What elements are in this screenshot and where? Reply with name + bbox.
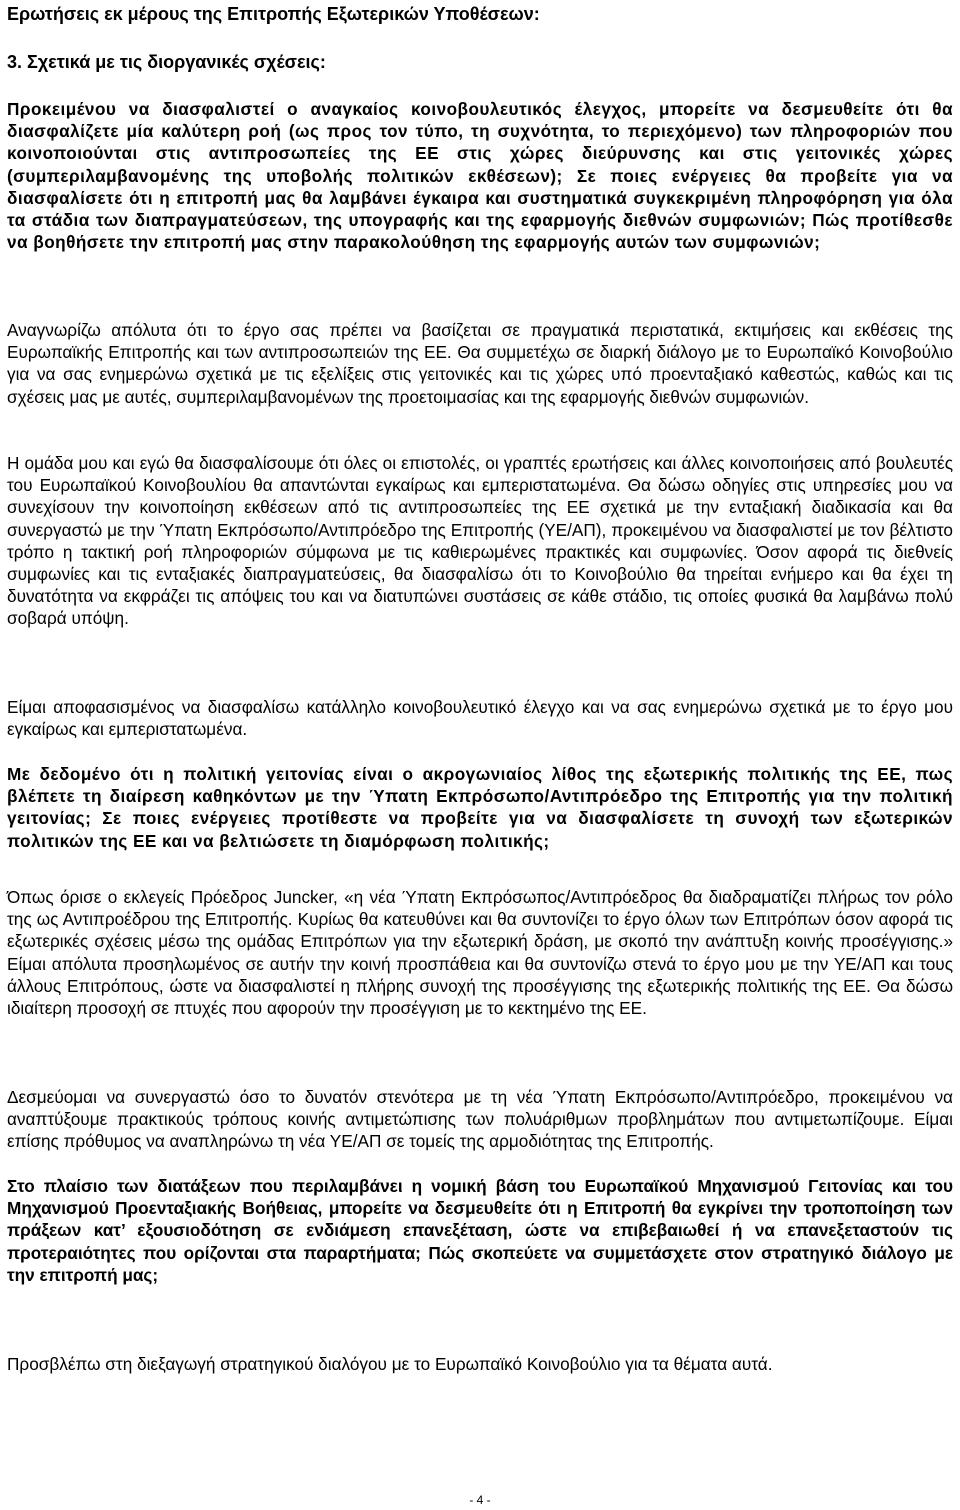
- question-heading: 3. Σχετικά με τις διοργανικές σχέσεις:: [7, 52, 326, 72]
- page-number: - 4 -: [469, 1493, 491, 1507]
- answer-paragraph-1: Αναγνωρίζω απόλυτα ότι το έργο σας πρέπει να βασίζεται σε πραγματικά περιστατικά, εκτιμήσεις και εκθέσεις της Ευρωπαϊκής Επιτροπής και των αντιπροσωπειών της ΕΕ. Θα συμμετέχω σε διαρκή διάλογο με το Ευρωπαϊκό Κοινοβούλιο για να σας ενημερώνω σχετικά με τις εξελίξεις στις γειτονικές και τις χώρες υπό προενταξιακό καθεστώς, καθώς και τις σχέσεις μας με αυτές, συμπεριλαμβανομένων της προετοιμασίας και της εφαρμογής διεθνών συμφωνιών.: [7, 320, 953, 407]
- section-title: Ερωτήσεις εκ μέρους της Επιτροπής Εξωτερικών Υποθέσεων:: [7, 4, 540, 24]
- answer-paragraph-2: Η ομάδα μου και εγώ θα διασφαλίσουμε ότι όλες οι επιστολές, οι γραπτές ερωτήσεις και άλλες κοινοποιήσεις από βουλευτές του Ευρωπαϊκού Κοινοβουλίου θα απαντώνται εγκαίρως και εμπεριστατωμένα. Θα δώσω οδηγίες στις υπηρεσίες μου να συνεχίσουν την κοινοποίηση εκθέσεων από τις αντιπροσωπείες της ΕΕ σχετικά με την ενταξιακή διαδικασία και θα συνεργαστώ με την Ύπατη Εκπρόσωπο/Αντιπρόεδρο της Επιτροπής (ΥΕ/ΑΠ), προκειμένου να διασφαλιστεί με τον βέλτιστο τρόπο η τακτική ροή πληροφοριών σύμφωνα με τις καθιερωμένες πρακτικές και συμφωνίες. Όσον αφορά τις διεθνείς συμφωνίες και τις ενταξιακές διαπραγματεύσεις, θα διασφαλίσω ότι το Κοινοβούλιο θα τηρείται ενήμερο και θα έχει τη δυνατότητα να εκφράζει τις απόψεις του και να διατυπώνει συστάσεις σε κάθε στάδιο, τις οποίες φυσικά θα λαμβάνω πολύ σοβαρά υπόψη.: [7, 453, 953, 629]
- answer-paragraph-4: Όπως όρισε ο εκλεγείς Πρόεδρος Juncker, «η νέα Ύπατη Εκπρόσωπος/Αντιπρόεδρος θα διαδραματίζει πλήρως τον ρόλο της ως Αντιπροέδρου της Επιτροπής. Κυρίως θα κατευθύνει και θα συντονίζει το έργο όλων των Επιτρόπων όσον αφορά τις εξωτερικές σχέσεις μέσω της ομάδας Επιτρόπων για την εξωτερική δράση, με σκοπό την ανάπτυξη κοινής προσέγγισης.» Είμαι απόλυτα προσηλωμένος σε αυτήν την κοινή προσπάθεια και θα συντονίζω στενά το έργο μου με την ΥΕ/ΑΠ και τους άλλους Επιτρόπους, ώστε να διασφαλιστεί η πλήρης συνοχή της προσέγγισης της εξωτερικής πολιτικής της ΕΕ. Θα δώσω ιδιαίτερη προσοχή σε πτυχές που αφορούν την προσέγγιση με το κεκτημένο της ΕΕ.: [7, 887, 953, 1019]
- question-paragraph-3: Στο πλαίσιο των διατάξεων που περιλαμβάνει η νομική βάση του Ευρωπαϊκού Μηχανισμού Γειτονίας και του Μηχανισμού Προενταξιακής Βοήθειας, μπορείτε να δεσμευθείτε ότι η Επιτροπή θα εγκρίνει την τροποποίηση των πράξεων κατ’ εξουσιοδότηση σε ενδιάμεση επανεξέταση, ώστε να επιβεβαιωθεί ή να επανεξεταστούν τις προτεραιότητες που ορίζονται στα παραρτήματα; Πώς σκοπεύετε να συμμετάσχετε στον στρατηγικό διάλογο με την επιτροπή μας;: [7, 1176, 953, 1285]
- question-paragraph-2: Με δεδομένο ότι η πολιτική γειτονίας είναι ο ακρογωνιαίος λίθος της εξωτερικής πολιτικής της ΕΕ, πως βλέπετε τη διαίρεση καθηκόντων με την Ύπατη Εκπρόσωπο/Αντιπρόεδρο της Επιτροπής για την πολιτική γειτονίας; Σε ποιες ενέργειες προτίθεστε να προβείτε για να διασφαλίσετε τη συνοχή των εξωτερικών πολιτικών της ΕΕ και να βελτιώσετε τη διαμόρφωση πολιτικής;: [7, 764, 953, 851]
- answer-paragraph-5: Δεσμεύομαι να συνεργαστώ όσο το δυνατόν στενότερα με τη νέα Ύπατη Εκπρόσωπο/Αντιπρόεδρο, προκειμένου να αναπτύξουμε πρακτικούς τρόπους κοινής αντιμετώπισης των πολυάριθμων προβλημάτων που αντιμετωπίζουμε. Είμαι επίσης πρόθυμος να αναπληρώνω τη νέα ΥΕ/ΑΠ σε τομείς της αρμοδιότητας της Επιτροπής.: [7, 1087, 953, 1152]
- question-paragraph-1: Προκειμένου να διασφαλιστεί ο αναγκαίος κοινοβουλευτικός έλεγχος, μπορείτε να δεσμευθείτε ότι θα διασφαλίζετε μία καλύτερη ροή (ως προς τον τύπο, τη συχνότητα, το περιεχόμενο) των πληροφοριών που κοινοποιούνται στις αντιπροσωπείες της ΕΕ στις χώρες διεύρυνσης και στις γειτονικές χώρες (συμπεριλαμβανομένης της υποβολής πολιτικών εκθέσεων); Σε ποιες ενέργειες θα προβείτε για να διασφαλίσετε ότι η επιτροπή μας θα λαμβάνει έγκαιρα και συστηματικά συγκεκριμένη πληροφόρηση για όλα τα στάδια των διαπραγματεύσεων, της υπογραφής και της εφαρμογής διεθνών συμφωνιών; Πώς προτίθεσθε να βοηθήσετε την επιτροπή μας στην παρακολούθηση της εφαρμογής αυτών των συμφωνιών;: [7, 99, 953, 253]
- answer-paragraph-6: Προσβλέπω στη διεξαγωγή στρατηγικού διαλόγου με το Ευρωπαϊκό Κοινοβούλιο για τα θέματα αυτά.: [7, 1354, 773, 1374]
- answer-paragraph-3: Είμαι αποφασισμένος να διασφαλίσω κατάλληλο κοινοβουλευτικό έλεγχο και να σας ενημερώνω σχετικά με το έργο μου εγκαίρως και εμπεριστατωμένα.: [7, 697, 953, 740]
